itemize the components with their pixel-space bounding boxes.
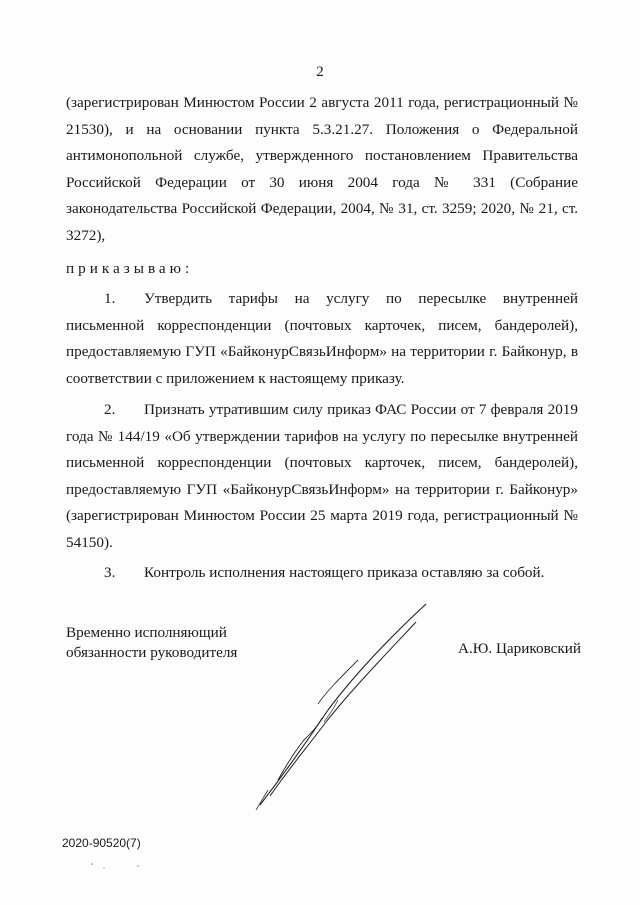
item-text: Контроль исполнения настоящего приказа оставляю за собой. (144, 564, 545, 581)
item-number: 1. (104, 290, 116, 307)
order-item-1 (66, 286, 578, 392)
scan-specks (86, 856, 156, 876)
intro-paragraph: (зарегистрирован Минюстом России 2 августа 2011 года, регистрационный № 21530), и на основании пункта 5.3.21.27. Положения о Федеральной антимонопольной службе, утвержденного постановлением Правительства Российской Федерации от 30 июня 2004 года № 331 (Собрание законодательства Российской Федерации, 2004, № 31, ст. 3259; 2020, № 21, ст. 3272), (66, 94, 578, 244)
signer-title-line-2: обязанности руководителя (66, 644, 238, 661)
document-code: 2020-90520(7) (62, 836, 141, 850)
order-item-3 (66, 560, 578, 587)
item-text: Признать утратившим силу приказ ФАС России от 7 февраля 2019 года № 144/19 «Об утверждении тарифов на услугу по пересылке внутренней письменной корреспонденции (почтовых карточек, писем, бандеролей), предоставляемую ГУП «БайконурСвязьИнформ» на территории г. Байконур» (зарегистрирован Минюстом России 25 марта 2019 года, регистрационный № 54150). (66, 401, 578, 551)
item-number: 2. (104, 401, 116, 418)
handwritten-signature (248, 600, 438, 810)
order-word: приказываю: (66, 260, 194, 277)
page-number: 2 (316, 64, 324, 80)
item-number: 3. (104, 564, 116, 581)
item-text: Утвердить тарифы на услугу по пересылке внутренней письменной корреспонденции (почтовых карточек, писем, бандеролей), предоставляемую ГУП «БайконурСвязьИнформ» на территории г. Байконур, в соответствии с приложением к настоящему приказу. (66, 290, 578, 387)
order-item-2 (66, 397, 578, 557)
signer-title-line-1: Временно исполняющий (66, 624, 227, 641)
signer-title (66, 623, 237, 663)
signer-name: А.Ю. Цариковский (458, 640, 582, 657)
